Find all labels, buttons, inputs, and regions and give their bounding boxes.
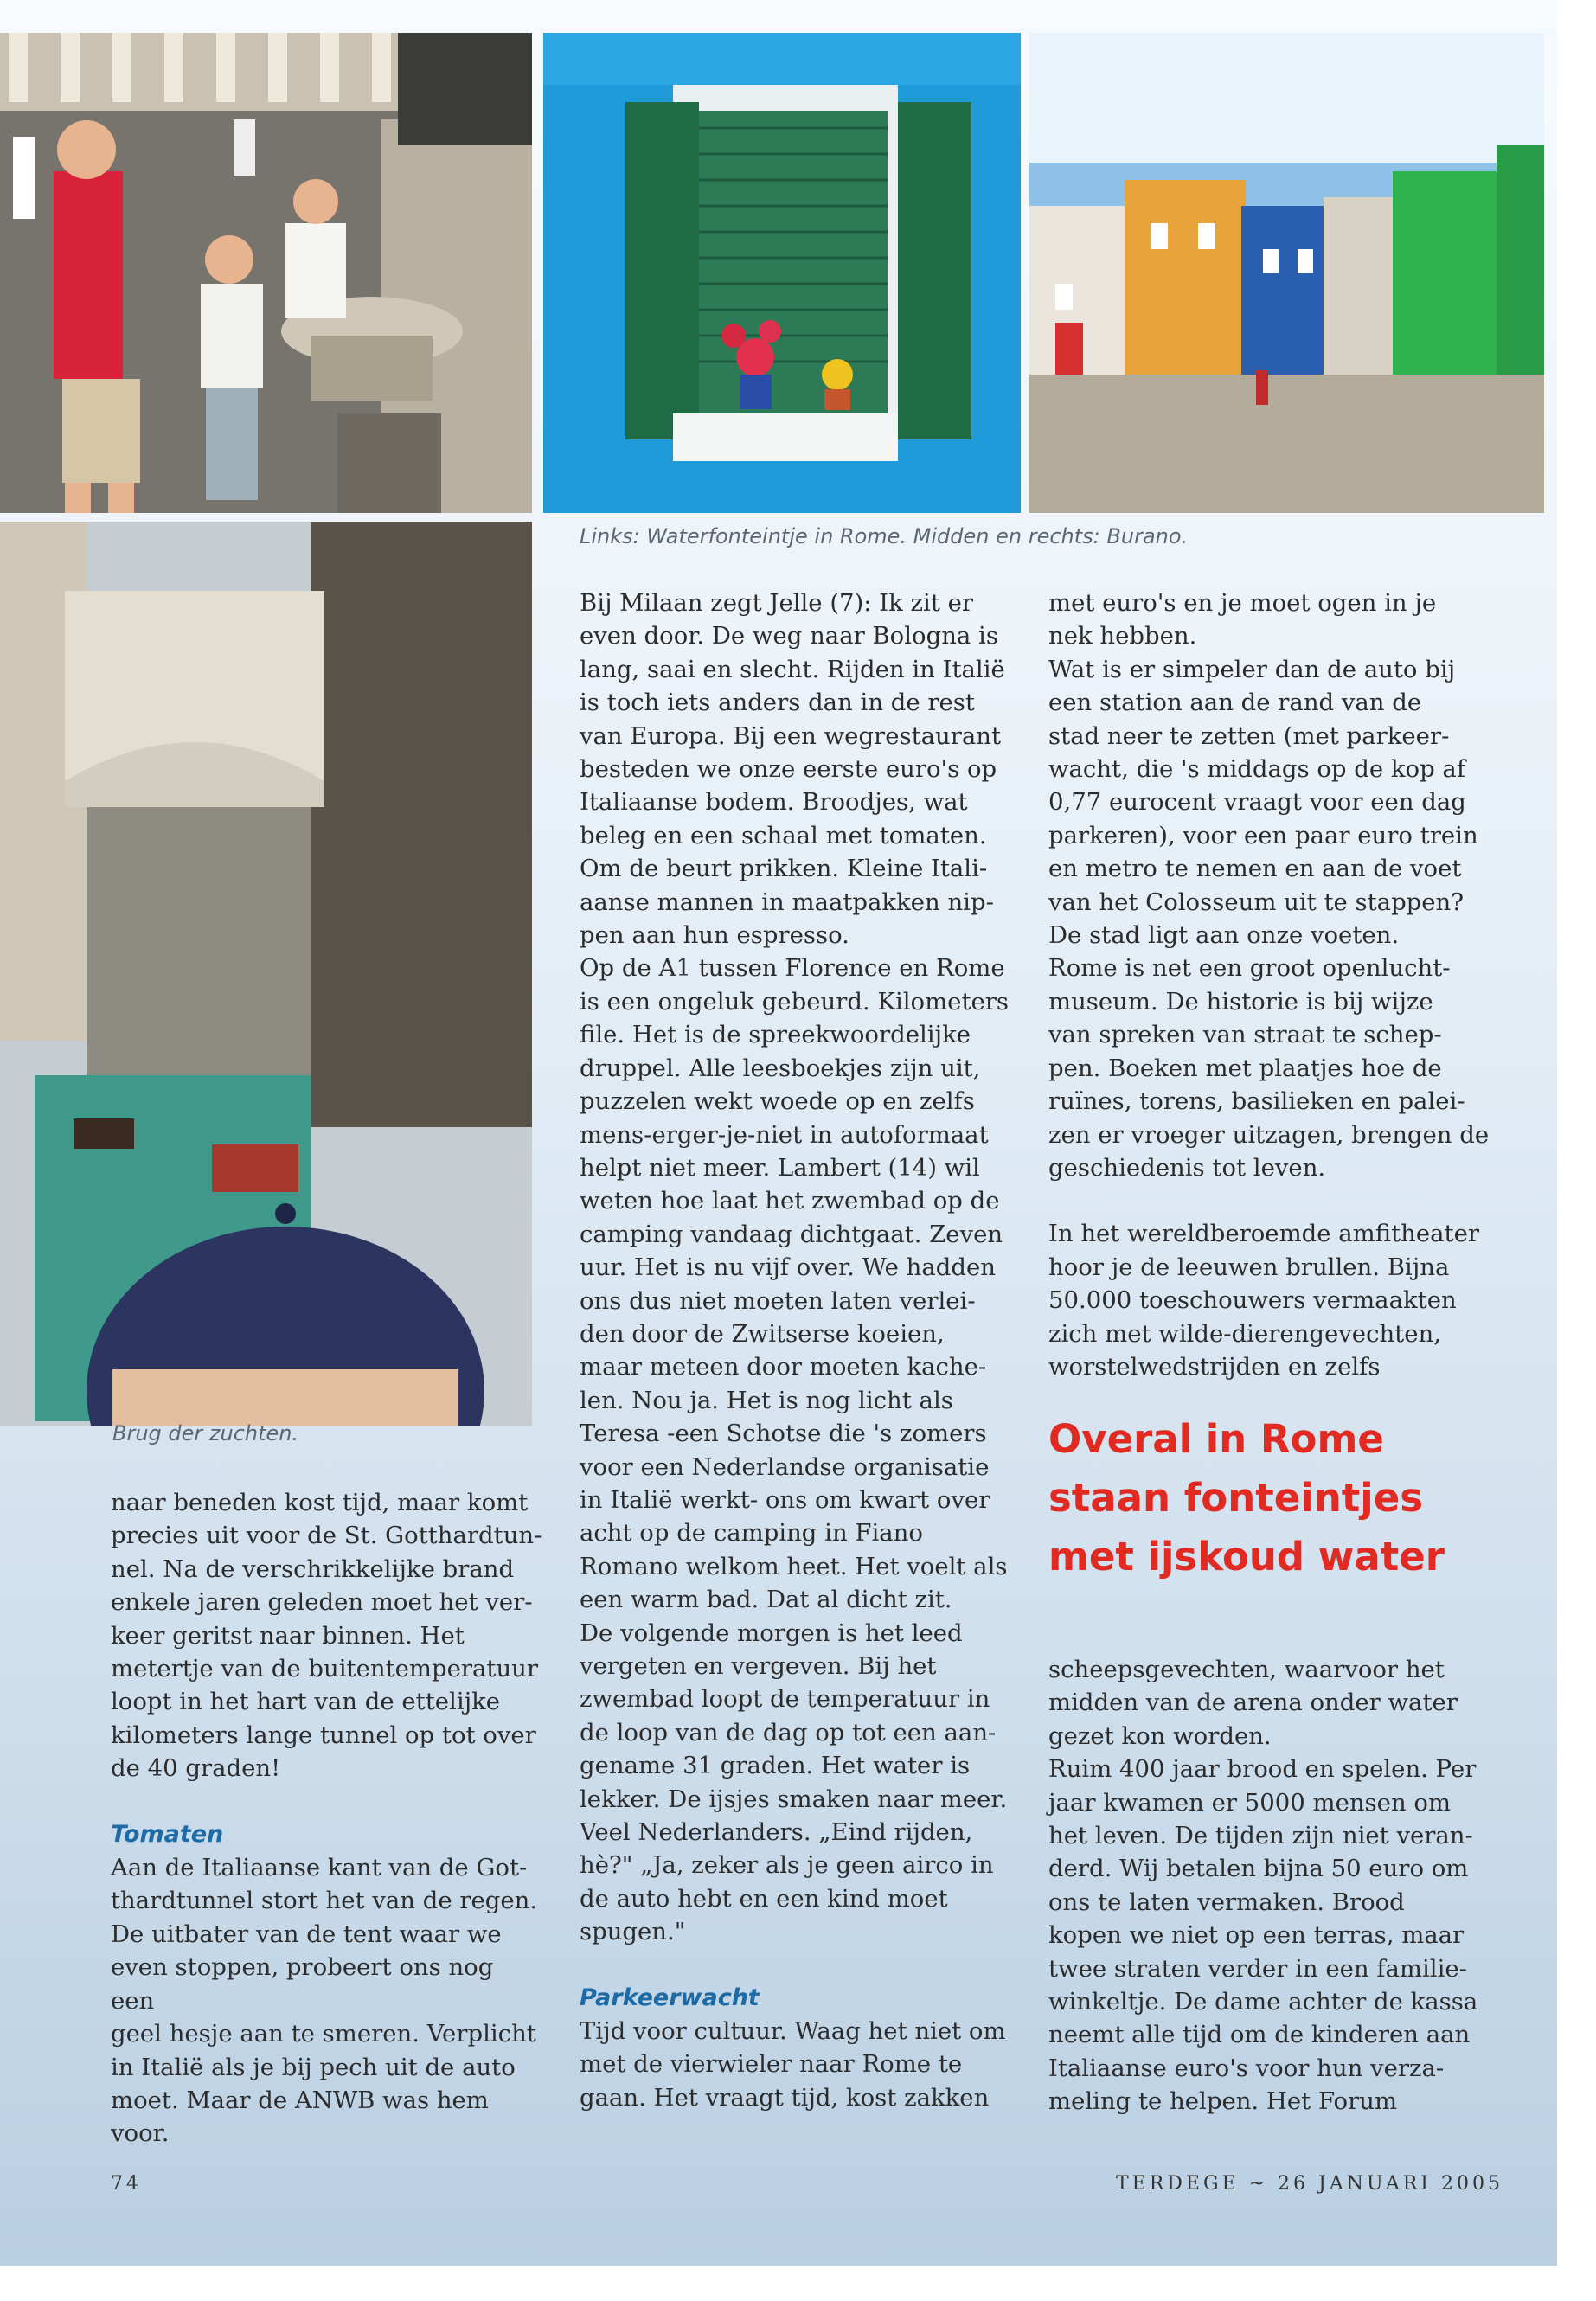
text-line: is toch iets anders dan in de rest [580, 689, 975, 717]
text-line: Wat is er simpeler dan de auto bij [1048, 655, 1456, 683]
text-line: In het wereldberoemde amfitheater [1048, 1220, 1479, 1248]
text-line: nek hebben. [1048, 622, 1197, 651]
text-line: Bij Milaan zegt Jelle (7): Ik zit er [580, 589, 974, 617]
photo-burano-houses [1029, 33, 1544, 513]
text-line: helpt niet meer. Lambert (14) wil [580, 1153, 980, 1182]
text-line: stad neer te zetten (met parkeer- [1048, 721, 1450, 750]
text-line: uur. Het is nu vijf over. We hadden [580, 1253, 996, 1282]
text-line: hè?" „Ja, zeker als je geen airco in [580, 1851, 994, 1880]
text-line: loopt in het hart van de ettelijke [111, 1688, 501, 1716]
text-line: De stad ligt aan onze voeten. [1048, 921, 1400, 950]
text-line: de loop van de dag op tot een aan- [580, 1718, 997, 1747]
text-line: acht op de camping in Fiano [580, 1519, 923, 1548]
text-line: file. Het is de spreekwoordelijke [580, 1021, 971, 1049]
text-line: de auto hebt en een kind moet [580, 1884, 948, 1913]
text-line: ons dus niet moeten laten verlei- [580, 1286, 976, 1315]
text-line: scheepsgevechten, waarvoor het [1048, 1656, 1445, 1683]
text-line: pen aan hun espresso. [580, 921, 849, 950]
text-line: puzzelen wekt woede op en zelfs [580, 1087, 975, 1116]
text-line: naar beneden kost tijd, maar komt [111, 1489, 529, 1516]
text-line: 50.000 toeschouwers vermaakten [1048, 1286, 1457, 1315]
text-line: worstelwedstrijden en zelfs [1048, 1352, 1381, 1381]
text-line: hoor je de leeuwen brullen. Bijna [1048, 1253, 1450, 1281]
pull-quote-line: Overal in Rome [1048, 1416, 1384, 1462]
text-line: lang, saai en slecht. Rijden in Italië [580, 655, 1005, 683]
text-line: camping vandaag dichtgaat. Zeven [580, 1220, 1003, 1248]
text-line: gaan. Het vraagt tijd, kost zakken [580, 2083, 990, 2112]
text-line: mens-erger-je-niet in autoformaat [580, 1120, 989, 1149]
text-line: even door. De weg naar Bologna is [580, 622, 998, 651]
text-line: pen. Boeken met plaatjes hoe de [1048, 1054, 1442, 1082]
text-line: zich met wilde-dierengevechten, [1048, 1319, 1441, 1348]
text-line: Aan de Italiaanse kant van de Got- [111, 1854, 528, 1882]
text-line: een warm bad. Dat al dicht zit. [580, 1586, 952, 1614]
page-number: 74 [111, 2173, 142, 2195]
text-line: van spreken van straat te schep- [1048, 1021, 1442, 1049]
magazine-footer: TERDEGE ~ 26 JANUARI 2005 [1116, 2173, 1503, 2195]
text-line: len. Nou ja. Het is nog licht als [580, 1386, 953, 1414]
text-line: Italiaanse euro's voor hun verza- [1048, 2054, 1445, 2082]
text-line: De uitbater van de tent waar we [111, 1920, 502, 1948]
column-right-continued [1048, 1653, 1498, 2118]
text-line: voor een Nederlandse organisatie [580, 1452, 990, 1481]
text-line: gename 31 graden. Het water is [580, 1752, 971, 1780]
pull-quote-line: staan fonteintjes [1048, 1475, 1423, 1521]
text-line: Veel Nederlanders. „Eind rijden, [580, 1818, 973, 1847]
photo-fountain-rome [0, 33, 532, 513]
text-line: beleg en een schaal met tomaten. [580, 821, 987, 849]
photo-bridge-of-sighs [0, 522, 532, 1426]
text-line: de 40 graden! [111, 1754, 281, 1783]
text-line: De volgende morgen is het leed [580, 1618, 963, 1647]
text-line: aanse mannen in maatpakken nip- [580, 888, 994, 916]
pull-quote-line: met ijskoud water [1048, 1534, 1445, 1580]
column-left [111, 1486, 543, 2150]
text-line: Italiaanse bodem. Broodjes, wat [580, 788, 968, 817]
text-line: geschiedenis tot leven. [1048, 1153, 1326, 1182]
text-line: midden van de arena onder water [1048, 1689, 1458, 1717]
text-line: even stoppen, probeert ons nog een [111, 1953, 494, 2015]
text-line: Tijd voor cultuur. Waag het niet om [580, 2017, 1006, 2046]
text-line: enkele jaren geleden moet het ver- [111, 1588, 533, 1617]
subhead-parkeerwacht: Parkeerwacht [580, 1984, 760, 2011]
text-line: gezet kon worden. [1048, 1721, 1272, 1750]
text-line: jaar kwamen er 5000 mensen om [1048, 1788, 1452, 1817]
text-line: met euro's en je moet ogen in je [1048, 589, 1437, 617]
photo-window-burano [543, 33, 1021, 513]
text-line: maar meteen door moeten kache- [580, 1353, 987, 1381]
column-middle [580, 586, 1021, 2114]
text-line: meling te helpen. Het Forum [1048, 2087, 1398, 2116]
text-line: ruïnes, torens, basilieken en palei- [1048, 1087, 1465, 1116]
text-line: Ruim 400 jaar brood en spelen. Per [1048, 1755, 1477, 1784]
text-line: twee straten verder in een familie- [1048, 1954, 1467, 1983]
text-line: keer geritst naar binnen. Het [111, 1621, 465, 1650]
text-line: in Italië als je bij pech uit de auto [111, 2053, 516, 2081]
text-line: ons te laten vermaken. Brood [1048, 1888, 1405, 1916]
text-line: museum. De historie is bij wijze [1048, 987, 1433, 1016]
text-line: winkeltje. De dame achter de kassa [1048, 1988, 1478, 2016]
text-line: lekker. De ijsjes smaken naar meer. [580, 1785, 1008, 1813]
text-line: kopen we niet op een terras, maar [1048, 1921, 1465, 1950]
text-line: vergeten en vergeven. Bij het [580, 1652, 937, 1680]
text-line: Teresa -een Schotse die 's zomers [580, 1420, 987, 1448]
text-line: zen er vroeger uitzagen, brengen de [1048, 1120, 1490, 1149]
text-line: wacht, die 's middags op de kop af [1048, 755, 1466, 784]
text-line: van het Colosseum uit te stappen? [1048, 888, 1465, 916]
text-line: Rome is net een groot openlucht- [1048, 954, 1451, 983]
text-line: parkeren), voor een paar euro trein [1048, 821, 1478, 849]
text-line: besteden we onze eerste euro's op [580, 755, 997, 784]
column-right [1048, 586, 1498, 1383]
text-line: nel. Na de verschrikkelijke brand [111, 1554, 515, 1583]
text-line: voor. [111, 2119, 170, 2148]
text-line: Om de beurt prikken. Kleine Itali- [580, 855, 988, 883]
text-line: het leven. De tijden zijn niet veran- [1048, 1822, 1473, 1850]
text-line: precies uit voor de St. Gotthardtun- [111, 1522, 542, 1550]
text-line: neemt alle tijd om de kinderen aan [1048, 2021, 1471, 2049]
text-line: moet. Maar de ANWB was hem [111, 2086, 489, 2114]
text-line: thardtunnel stort het van de regen. [111, 1887, 538, 1915]
text-line: 0,77 eurocent vraagt voor een dag [1048, 788, 1466, 817]
text-line: zwembad loopt de temperatuur in [580, 1685, 990, 1714]
text-line: een station aan de rand van de [1048, 689, 1422, 717]
text-line: van Europa. Bij een wegrestaurant [580, 721, 1002, 750]
caption-top-photos: Links: Waterfonteintje in Rome. Midden en rechts: Burano. [580, 524, 1189, 548]
text-line: druppel. Alle leesboekjes zijn uit, [580, 1054, 981, 1082]
text-line: is een ongeluk gebeurd. Kilometers [580, 987, 1010, 1016]
text-line: den door de Zwitserse koeien, [580, 1319, 945, 1348]
text-line: spugen." [580, 1918, 686, 1946]
text-line: geel hesje aan te smeren. Verplicht [111, 2020, 536, 2048]
text-line: weten hoe laat het zwembad op de [580, 1187, 1000, 1215]
text-line: Romano welkom heet. Het voelt als [580, 1552, 1008, 1580]
text-line: Op de A1 tussen Florence en Rome [580, 954, 1005, 983]
text-line: en metro te nemen en aan de voet [1048, 855, 1462, 883]
subhead-tomaten: Tomaten [111, 1820, 224, 1848]
text-line: metertje van de buitentemperatuur [111, 1655, 539, 1683]
text-line: derd. Wij betalen bijna 50 euro om [1048, 1855, 1469, 1883]
text-line: kilometers lange tunnel op tot over [111, 1721, 536, 1749]
pull-quote [1048, 1410, 1533, 1586]
text-line: in Italië werkt- ons om kwart over [580, 1485, 990, 1514]
caption-bridge: Brug der zuchten. [112, 1421, 299, 1445]
text-line: met de vierwieler naar Rome te [580, 2050, 963, 2079]
